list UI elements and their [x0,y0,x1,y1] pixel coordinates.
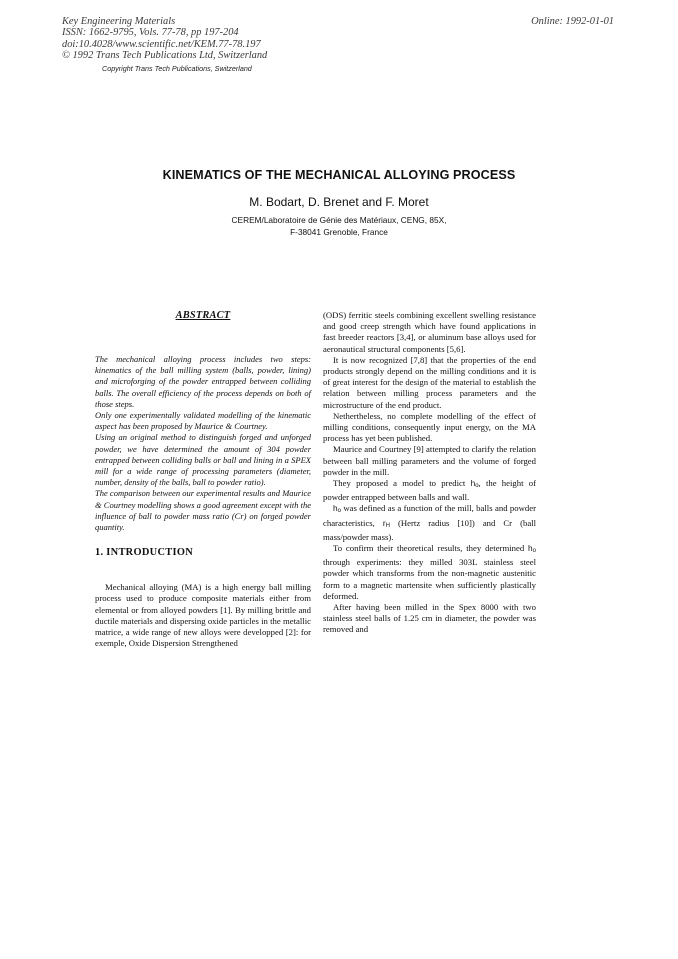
body-paragraph: After having been milled in the Spex 8000 with two stainless steel balls of 1.25 cm in diameter, the powder was removed and [323,602,536,635]
journal-issn: ISSN: 1662-9795, Vols. 77-78, pp 197-204 [62,27,239,39]
abstract-heading: ABSTRACT [175,310,231,321]
paper-authors: M. Bodart, D. Brenet and F. Moret [249,195,429,209]
body-paragraph: To confirm their theoretical results, they determined $h_o$ through experiments: they milled 303L stainless steel powder which transforms from the non-magnetic austenitic form to a magnetic martensite when sufficiently plastically deformed. [323,543,536,601]
journal-info [62,16,267,61]
online-date: Online: 1992-01-01 [531,16,614,27]
h0-symbol: $h_o$ [470,478,479,490]
paper-title: KINEMATICS OF THE MECHANICAL ALLOYING PROCESS [162,168,516,182]
body-paragraph: Maurice and Courtney [9] attempted to clarify the relation between ball milling parameters and the volume of forged powder in the mill. [323,444,536,477]
abstract-paragraph: Only one experimentally validated modelling of the kinematic aspect has been proposed by Maurice & Courtney. [95,410,311,432]
abstract-paragraph: The comparison between our experimental results and Maurice & Courtney modelling shows a good agreement except with the influence of ball to powder mass ratio (Cr) on forged powder quantity. [95,488,311,533]
affiliation-line: CEREM/Laboratoire de Génie des Matériaux, CENG, 85X, [231,215,447,225]
h0-symbol: $h_o$ [528,543,536,555]
introduction-heading: 1. INTRODUCTION [95,547,194,559]
journal-copyright: © 1992 Trans Tech Publications Ltd, Switzerland [62,49,268,61]
journal-doi: doi:10.4028/www.scientific.net/KEM.77-78.197 [62,38,261,50]
affiliation [0,215,678,238]
introduction-paragraph: Mechanical alloying (MA) is a high energy ball milling process used to produce composite materials either from elemental or from alloyed powders [1]. By milling brittle and ductile materials and dispersing oxide particles in the metallic matrice, a wide range of new alloys were developped [2]: for exemple, Oxide Dispersion Strengthened [95,582,311,649]
body-paragraph: It is now recognized [7,8] that the properties of the end products strongly depend on the milling conditions and it is of great interest for the design of the material to establish the relation between milling process parameters and the microstructure of the end product. [323,354,536,410]
body-paragraph: They proposed a model to predict $h_o$, the height of powder entrapped between balls and wall. [323,478,536,503]
abstract-paragraph: Using an original method to distinguish forged and unforged powder, we have determined the amount of 304 powder entrapped between colliding balls or ball and lining in a SPEX mill for a wide range of processing parameters (diameter, number, density of the balls, ball to powder ratio). [95,432,311,488]
abstract-paragraph: The mechanical alloying process includes two steps: kinematics of the ball milling system (balls, powder, lining) and microforging of the powder entrapped between colliding balls. The overall efficiency of the process depends on both of those steps. [95,354,311,409]
journal-name: Key Engineering Materials [62,16,176,27]
publisher-copyright: Copyright Trans Tech Publications, Switzerland [102,64,252,73]
body-paragraph: Nethertheless, no complete modelling of the effect of milling conditions, consequently input energy, on the MA process has yet been published. [323,410,536,444]
body-paragraph: $h_o$ was defined as a function of the mill, balls and powder characteristics, $r_H$ (Hertz radius [10]) and Cr (ball mass/powder mass). [323,503,536,542]
rh-symbol: $r_H$ [382,517,390,529]
right-column [323,310,536,636]
body-paragraph: (ODS) ferritic steels combining excellent swelling resistance and good creep strength which have found applications in fast breeder reactors [3,4], or aluminum base alloys used for aeronautical structural components [5,6]. [323,310,536,354]
affiliation-line: F-38041 Grenoble, France [290,226,388,237]
h0-symbol: $h_o$ [333,503,341,515]
left-column [95,310,311,649]
